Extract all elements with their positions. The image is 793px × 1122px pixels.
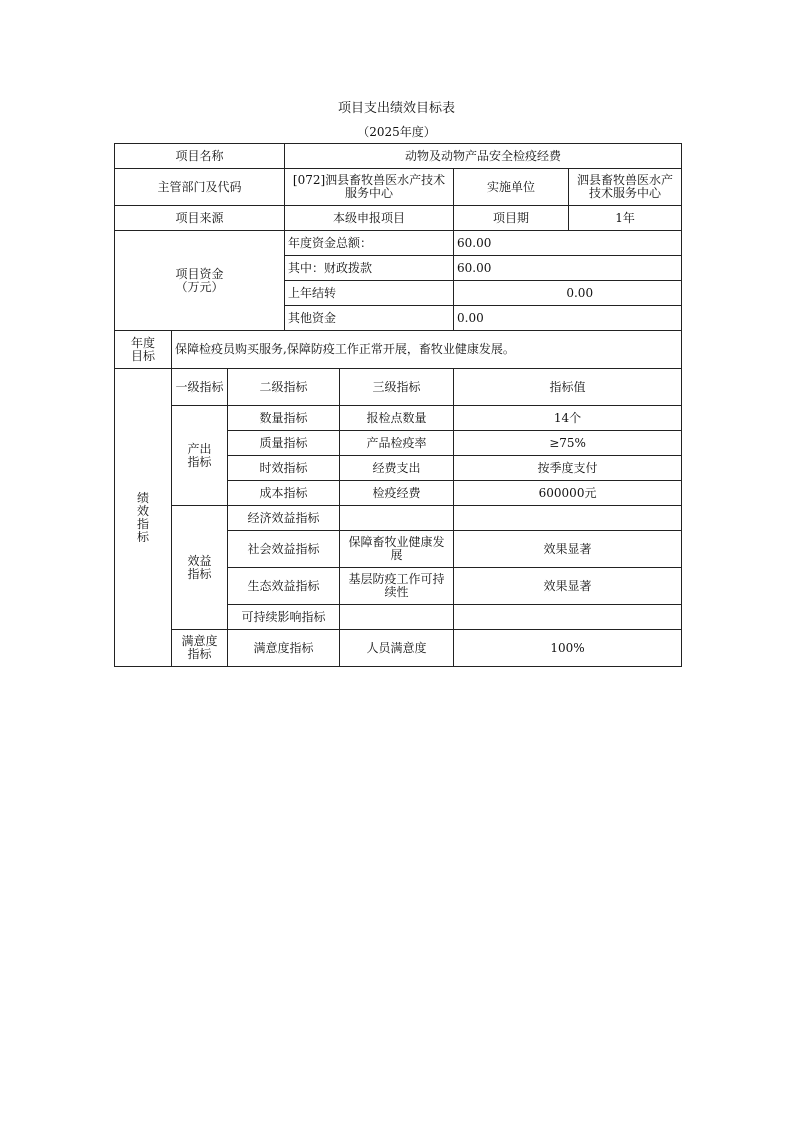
table-row: [115, 169, 682, 206]
table-row: [115, 506, 682, 531]
benefit-value: 效果显著: [454, 568, 682, 605]
annual-goal-label: [115, 331, 172, 369]
source-value: 本级申报项目: [285, 206, 454, 231]
output-level2: 质量指标: [228, 431, 340, 456]
funds-label: [115, 231, 285, 331]
output-level2: 时效指标: [228, 456, 340, 481]
output-value: 600000元: [454, 481, 682, 506]
dept-label: 主管部门及代码: [115, 169, 285, 206]
output-level3: 产品检疫率: [340, 431, 454, 456]
benefit-value: 效果显著: [454, 531, 682, 568]
funds-total-value: 60.00: [454, 231, 682, 256]
output-value: 按季度支付: [454, 456, 682, 481]
funds-other-value: 0.00: [454, 306, 682, 331]
funds-total-label: 年度资金总额：: [285, 231, 454, 256]
period-value: 1年: [569, 206, 682, 231]
output-value: 14个: [454, 406, 682, 431]
benefit-value: [454, 506, 682, 531]
benefit-level3: [340, 531, 454, 568]
output-indicator-label: [172, 406, 228, 506]
indicators-section-label: [115, 369, 172, 667]
project-name-value: 动物及动物产品安全检疫经费: [285, 144, 682, 169]
benefit-value: [454, 605, 682, 630]
impl-unit-value: [569, 169, 682, 206]
table-row: [115, 406, 682, 431]
satisfaction-level2: 满意度指标: [228, 630, 340, 667]
output-level2: 成本指标: [228, 481, 340, 506]
satisfaction-value: 100%: [454, 630, 682, 667]
benefit-level3: [340, 506, 454, 531]
output-level2: 数量指标: [228, 406, 340, 431]
page-subtitle: （2025年度）: [357, 125, 436, 139]
dept-value: [285, 169, 454, 206]
benefit-level3: [340, 605, 454, 630]
output-level3: 检疫经费: [340, 481, 454, 506]
benefit-level3: [340, 568, 454, 605]
header-level1-text: 一级指标: [175, 379, 224, 394]
table-row: [115, 144, 682, 169]
benefit-level3-text: 保障畜牧业健康发展: [348, 535, 445, 562]
header-level1: [172, 369, 228, 406]
header-level2: 二级指标: [228, 369, 340, 406]
annual-goal-label-line1: 年度: [130, 335, 155, 350]
period-label: 项目期: [454, 206, 569, 231]
satisfaction-indicator-label-text: 满意度指标: [181, 634, 218, 661]
funds-label-text: 项目资金: [175, 266, 224, 281]
indicators-section-label-text: 绩效指标: [136, 490, 149, 544]
table-row: [115, 206, 682, 231]
project-name-label: 项目名称: [115, 144, 285, 169]
funds-fiscal-label: 其中：财政拨款: [285, 256, 454, 281]
annual-goal-label-line2: 目标: [130, 348, 155, 363]
funds-other-label: 其他资金: [285, 306, 454, 331]
header-level3: 三级指标: [340, 369, 454, 406]
output-indicator-label-text: 产出指标: [187, 441, 212, 469]
impl-unit-label: 实施单位: [454, 169, 569, 206]
funds-unit-text: （万元）: [175, 279, 224, 294]
funds-fiscal-value: 60.00: [454, 256, 682, 281]
benefit-level2: 生态效益指标: [228, 568, 340, 605]
output-level3: 报检点数量: [340, 406, 454, 431]
output-value: ≥75%: [454, 431, 682, 456]
satisfaction-indicator-label: [172, 630, 228, 667]
source-label: 项目来源: [115, 206, 285, 231]
page-title: 项目支出绩效目标表: [337, 101, 455, 116]
output-level3: 经费支出: [340, 456, 454, 481]
header-value: 指标值: [454, 369, 682, 406]
dept-value-text: [072]泗县畜牧兽医水产技术服务中心: [292, 173, 446, 200]
annual-goal-text: 保障检疫员购买服务,保障防疫工作正常开展，畜牧业健康发展。: [172, 331, 682, 369]
table-row: [115, 231, 682, 256]
impl-unit-value-text: 泗县畜牧兽医水产技术服务中心: [577, 173, 674, 200]
benefit-level2: 经济效益指标: [228, 506, 340, 531]
table-row: [115, 331, 682, 369]
benefit-level3-text: 基层防疫工作可持续性: [348, 572, 445, 599]
benefit-level2: 社会效益指标: [228, 531, 340, 568]
satisfaction-level3: 人员满意度: [340, 630, 454, 667]
table-row: [115, 369, 682, 406]
table-row: [115, 630, 682, 667]
benefit-indicator-label-text: 效益指标: [187, 553, 212, 581]
funds-carryover-value: 0.00: [454, 281, 682, 306]
benefit-indicator-label: [172, 506, 228, 630]
performance-goal-table: [114, 143, 682, 667]
funds-carryover-label: 上年结转: [285, 281, 454, 306]
benefit-level2: 可持续影响指标: [228, 605, 340, 630]
